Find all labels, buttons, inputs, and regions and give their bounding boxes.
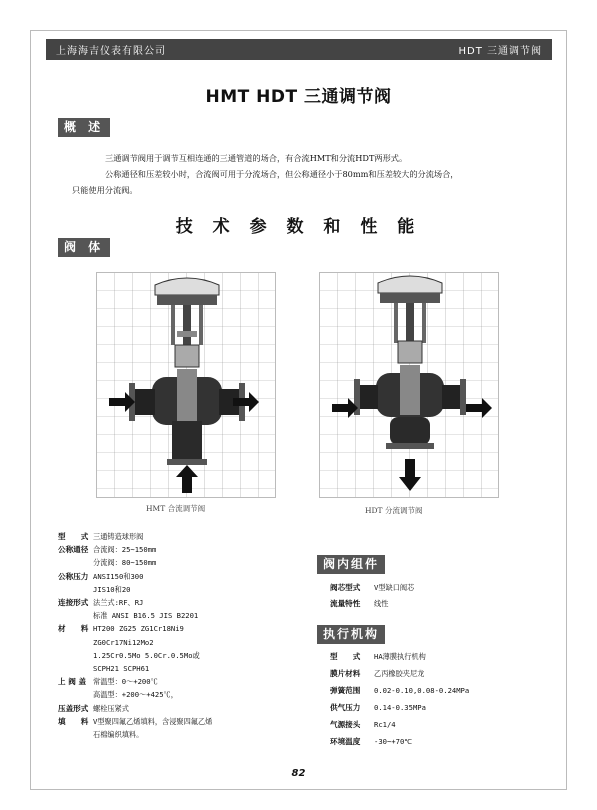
actuator-row-type: 型 式 HA薄膜执行机构 <box>330 652 426 661</box>
trim-row-characteristic: 流量特性 线性 <box>330 599 389 608</box>
page-title: HMT HDT 三通调节阀 <box>205 87 392 107</box>
hmt-valve-drawing <box>97 273 276 498</box>
overview-p3: 只能使用分流阀。 <box>72 185 138 195</box>
spec-row-bonnet: 上 阀 盖 常温型：0～+200℃ 高温型：+200～+425℃， <box>58 677 178 700</box>
overview-p2: 公称通径和压差较小时，合流阀可用于分流场合，但公称通径小于80mm和压差较大的分流场合， <box>105 169 459 179</box>
trim-tag: 阀内组件 <box>317 555 385 574</box>
actuator-row-temperature: 环境温度 -30~+70℃ <box>330 737 413 746</box>
hmt-caption: HMT 合流调节阀 <box>146 504 206 513</box>
spec-row-packing: 填 料 V型聚四氟乙烯填料，含浸聚四氟乙烯 石棉编织填料。 <box>58 716 213 740</box>
hdt-valve-drawing <box>320 273 499 498</box>
overview-text <box>72 150 528 198</box>
trim-specs <box>330 580 550 612</box>
actuator-specs <box>330 648 550 750</box>
hmt-valve-diagram <box>96 272 276 498</box>
overview-tag: 概 述 <box>58 118 110 137</box>
actuator-row-connection: 气源接头 Rc1/4 <box>330 720 396 729</box>
overview-p1: 三通调节阀用于调节互相连通的三通管道的场合，有合流HMT和分流HDT两形式。 <box>105 153 408 163</box>
product-name: HDT 三通调节阀 <box>458 46 542 57</box>
trim-row-plug: 阀芯型式 V型缺口阀芯 <box>330 583 415 592</box>
spec-row-type: 型 式 三通铸造球形阀 <box>58 532 144 541</box>
actuator-row-supply: 供气压力 0.14-0.35MPa <box>330 703 426 712</box>
company-name: 上海海吉仪表有限公司 <box>56 46 166 57</box>
actuator-row-diaphragm: 膜片材料 乙丙橡胶夹尼龙 <box>330 669 425 678</box>
spec-row-gland: 压盖形式 螺栓压紧式 <box>58 703 129 713</box>
hdt-caption: HDT 分流调节阀 <box>365 506 423 515</box>
valve-body-specs <box>58 530 308 741</box>
spec-row-size: 公称通径 合流阀：25~150mm 分流阀：80~150mm <box>58 545 157 568</box>
valve-body-tag: 阀 体 <box>58 238 110 257</box>
hdt-valve-diagram <box>319 272 499 498</box>
spec-row-connection: 连接形式 法兰式:RF、RJ 标准 ANSI B16.5 JIS B2201 <box>58 598 199 621</box>
actuator-row-spring: 弹簧范围 0.02-0.10,0.08-0.24MPa <box>330 686 470 695</box>
spec-row-material: 材 料 HT200 ZG25 ZG1Cr18Ni9 ZG0Cr17Ni12Mo2 1.25Cr0.5Mo 5.0Cr.0.5Mo或 SCPH21 SCPH61 <box>58 624 200 674</box>
page-header <box>46 39 552 60</box>
spec-row-pressure: 公称压力 ANSI150和300 JIS10和20 <box>58 571 144 594</box>
specs-title: 技 术 参 数 和 性 能 <box>175 217 422 237</box>
page-number: 82 <box>291 768 306 779</box>
actuator-tag: 执行机构 <box>317 625 385 644</box>
